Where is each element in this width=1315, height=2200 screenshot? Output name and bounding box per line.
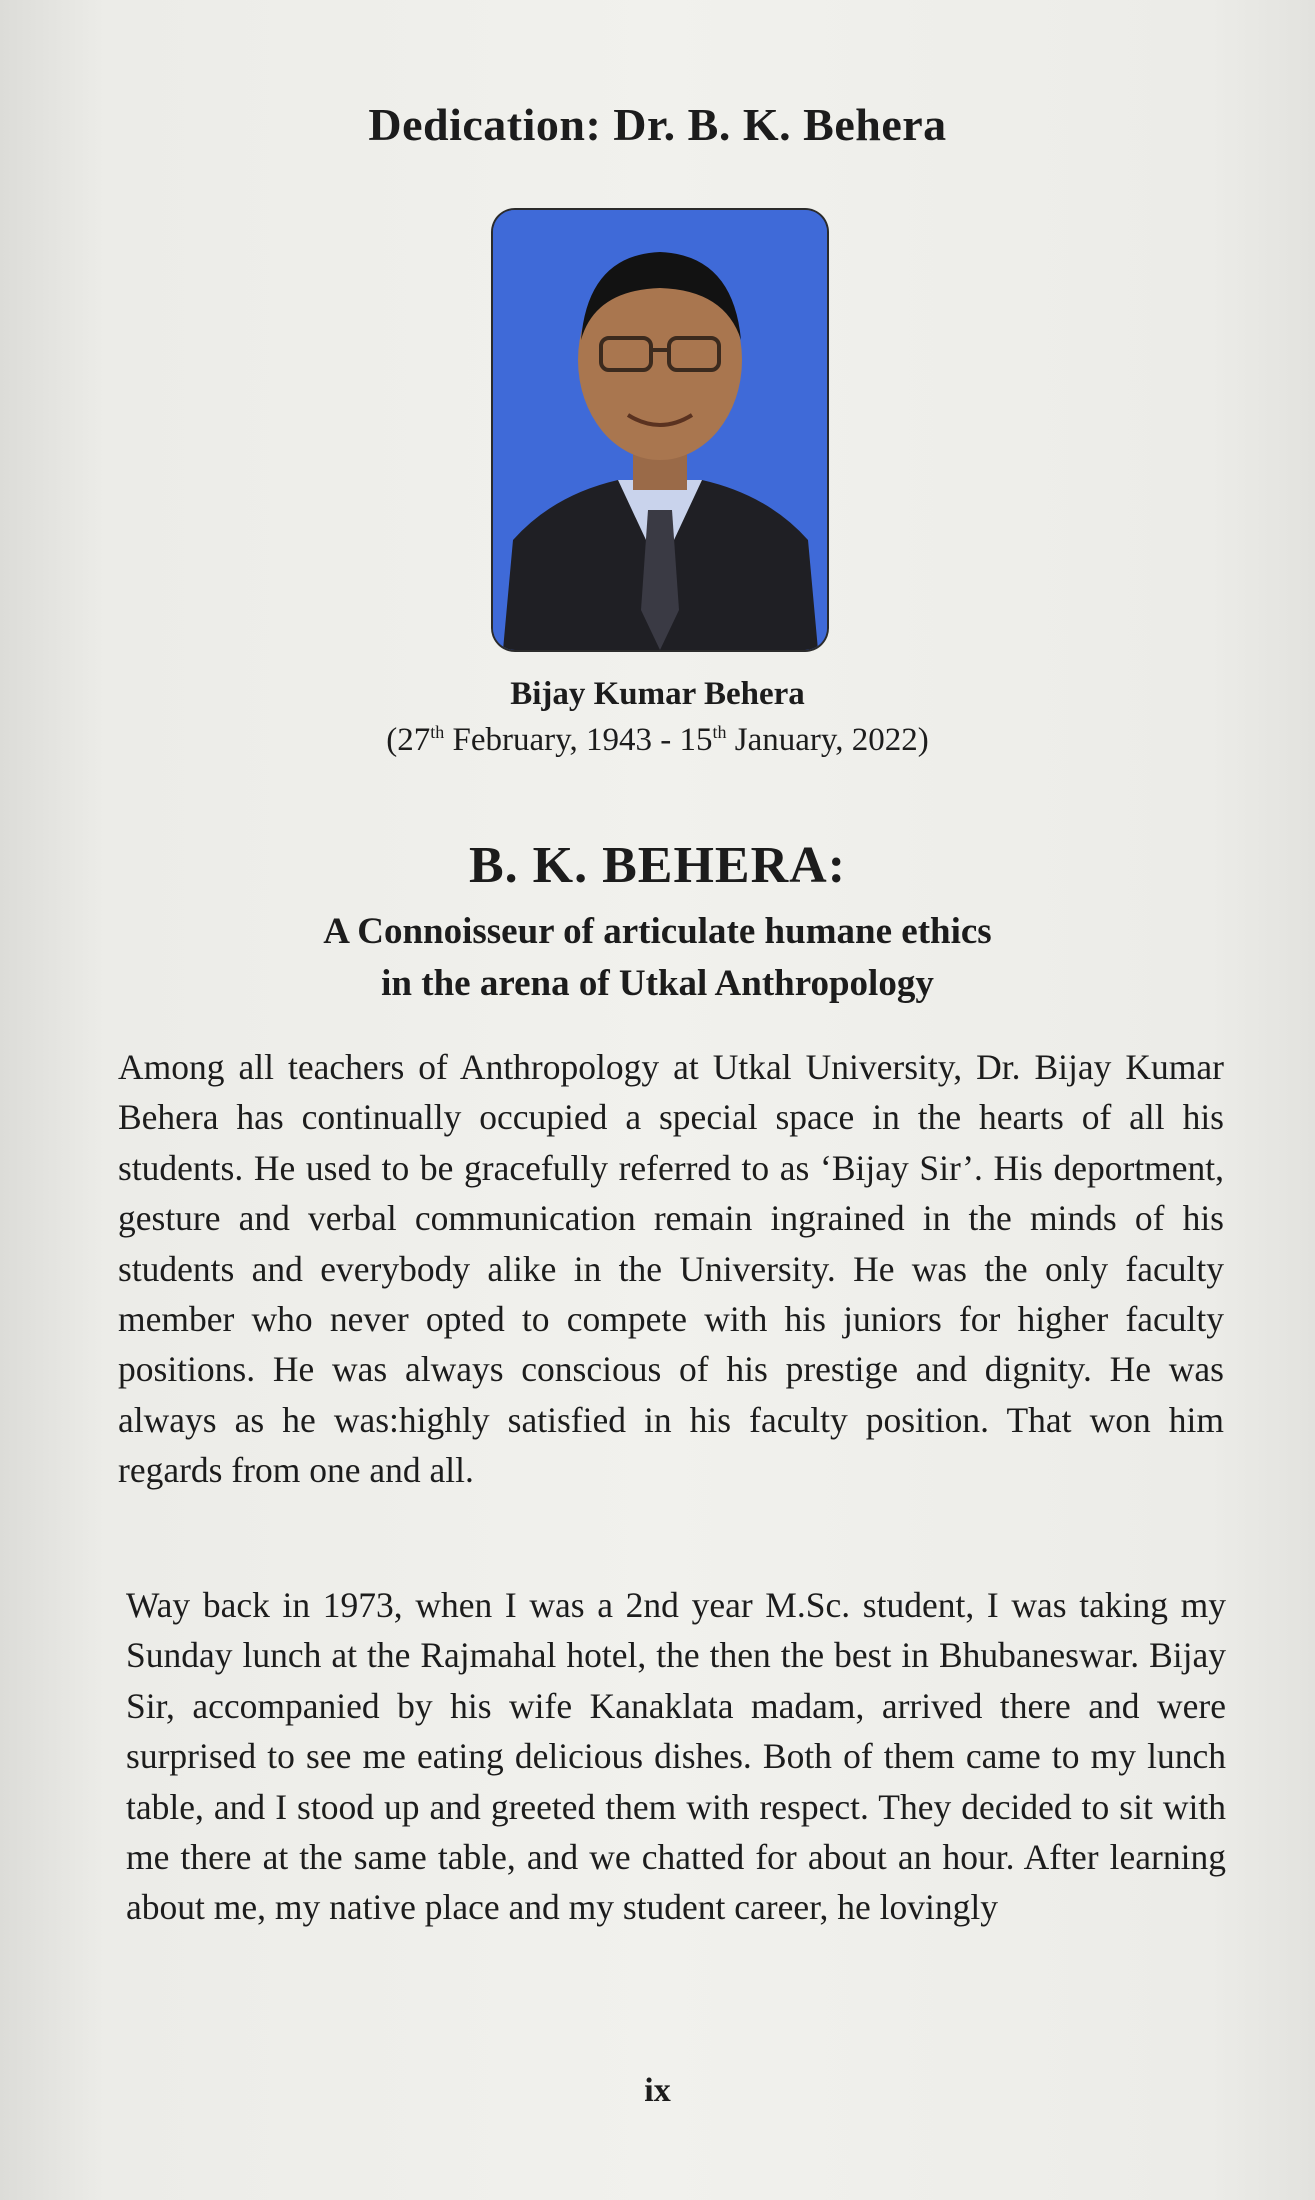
article-subtitle [0, 906, 1315, 1010]
portrait-illustration [493, 210, 827, 650]
subtitle-line-2: in the arena of Utkal Anthropology [381, 963, 934, 1004]
subtitle-line-1: A Connoisseur of articulate humane ethics [323, 911, 992, 952]
portrait-photo [493, 210, 827, 650]
photo-caption-dates: (27th February, 1943 - 15th January, 2022) [386, 722, 929, 758]
body-paragraph-2: Way back in 1973, when I was a 2nd year M.Sc. student, I was taking my Sunday lunch at the Rajmahal hotel, the then the best in Bhubaneswar. Bijay Sir, accompanied by his wife Kanaklata madam, arrived there and were surprised to see me eating delicious dishes. Both of them came to my lunch table, and I stood up and greeted them with respect. They decided to sit with me there at the same table, and we chatted for about an hour. After learning about me, my native place and my student career, he lovingly [126, 1585, 1226, 1928]
body-paragraph-1: Among all teachers of Anthropology at Utkal University, Dr. Bijay Kumar Behera has continually occupied a special space in the hearts of all his students. He used to be gracefully referred to as ‘Bijay Sir’. His deportment, gesture and verbal communication remain ingrained in the minds of his students and everybody alike in the University. He was the only faculty member who never opted to compete with his juniors for higher faculty positions. He was always conscious of his prestige and dignity. He was always as he was:highly satisfied in his faculty position. That won him regards from one and all. [118, 1047, 1224, 1491]
dedication-heading: Dedication: Dr. B. K. Behera [368, 99, 947, 150]
page-number: ix [644, 2072, 671, 2109]
photo-caption-name: Bijay Kumar Behera [510, 676, 805, 712]
article-title: B. K. BEHERA: [468, 837, 847, 894]
